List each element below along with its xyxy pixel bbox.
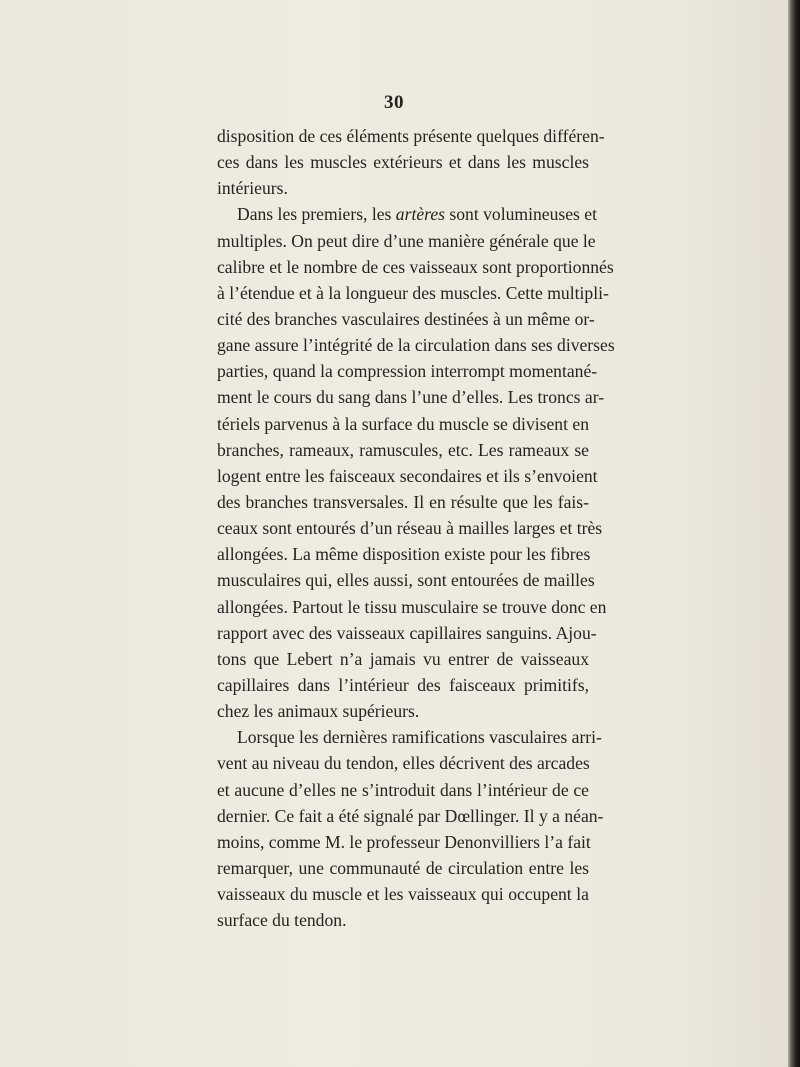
text-line: ment le cours du sang dans l’une d’elles. Les troncs ar- (217, 387, 605, 408)
text-line: disposition de ces éléments présente quelques différen- (217, 126, 605, 146)
text-line: cité des branches vasculaires destinées à un même or- (217, 308, 595, 329)
text-line: allongées. Partout le tissu musculaire se trouve donc en (217, 596, 607, 617)
text-line: rapport avec des vaisseaux capillaires sanguins. Ajou- (217, 622, 597, 643)
book-spine-shadow (788, 0, 800, 1067)
text-line: remarquer, une communauté de circulation entre les (217, 857, 589, 878)
text-line: calibre et le nombre de ces vaisseaux sont proportionnés (217, 256, 614, 277)
text-segment: Dans les premiers, les (237, 204, 396, 225)
text-line: à l’étendue et à la longueur des muscles. Cette multipli- (217, 282, 609, 303)
text-line: tériels parvenus à la surface du muscle se divisent en (217, 413, 589, 434)
text-line: ces dans les muscles extérieurs et dans les muscles (217, 152, 589, 173)
text-line: gane assure l’intégrité de la circulation dans ses diverses (217, 335, 615, 356)
text-line: multiples. On peut dire d’une manière générale que le (217, 230, 596, 251)
text-line: surface du tendon. (217, 910, 347, 931)
text-line: Lorsque les dernières ramifications vasculaires arri- (237, 727, 602, 748)
text-line: des branches transversales. Il en résulte que les fais- (217, 491, 589, 512)
text-line: logent entre les faisceaux secondaires et ils s’envoient (217, 465, 598, 486)
body-text (217, 123, 615, 933)
text-line: capillaires dans l’intérieur des faisceaux primitifs, (217, 674, 589, 695)
italic-term: artères (395, 204, 445, 225)
text-line: musculaires qui, elles aussi, sont entourées de mailles (217, 570, 595, 591)
text-line: vaisseaux du muscle et les vaisseaux qui occupent la (217, 884, 589, 905)
text-line (217, 201, 597, 227)
text-line: ceaux sont entourés d’un réseau à mailles larges et très (217, 518, 603, 539)
text-line: moins, comme M. le professeur Denonvilliers l’a fait (217, 831, 591, 852)
page-number: 30 (384, 92, 404, 113)
text-line: parties, quand la compression interrompt momentané- (217, 361, 598, 382)
text-line: allongées. La même disposition existe pour les fibres (217, 544, 591, 565)
text-line: chez les animaux supérieurs. (217, 701, 420, 722)
text-line: dernier. Ce fait a été signalé par Dœllinger. Il y a néan- (217, 805, 604, 826)
text-line: vent au niveau du tendon, elles décrivent des arcades (217, 753, 590, 774)
text-segment: sont volumineuses et (445, 204, 597, 225)
text-line: branches, rameaux, ramuscules, etc. Les rameaux se (217, 439, 589, 460)
text-line: tons que Lebert n’a jamais vu entrer de vaisseaux (217, 648, 589, 669)
text-line: intérieurs. (217, 178, 288, 199)
text-line: et aucune d’elles ne s’introduit dans l’intérieur de ce (217, 779, 589, 800)
